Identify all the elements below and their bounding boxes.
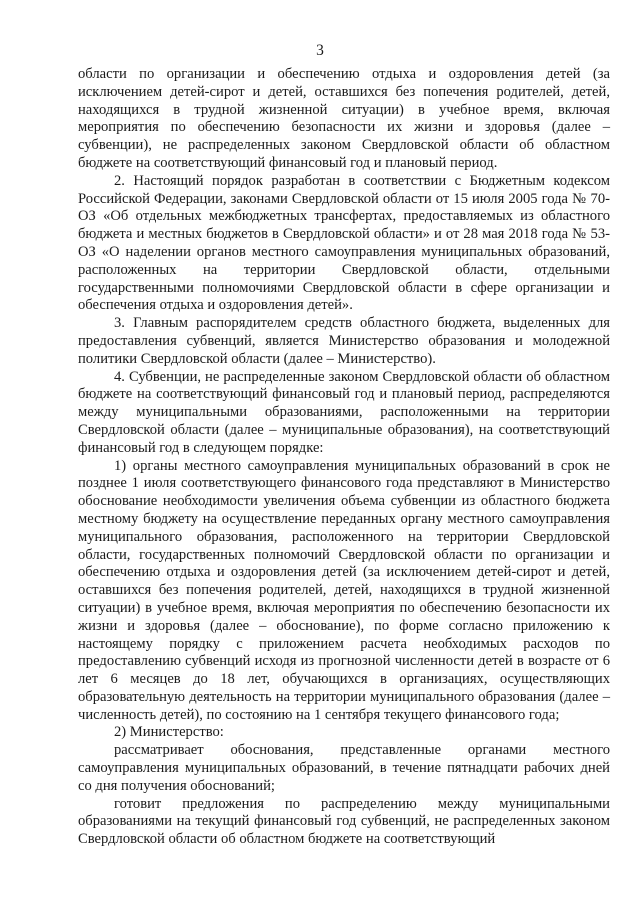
paragraph: 4. Субвенции, не распределенные законом Свердловской области об областном бюджете на соответствующий финансовый год и плановый период, распределяются между муниципальными образованиями, расположенными на территории Свердловской области (далее – муниципальные образования), на соответствующий финансовый год в следующем порядке: — [78, 368, 610, 456]
document-body — [78, 66, 610, 849]
paragraph: 2) Министерство: — [114, 724, 224, 741]
paragraph: 2. Настоящий порядок разработан в соответствии с Бюджетным кодексом Российской Федерации, законами Свердловской области от 15 июля 2005 года № 70-ОЗ «Об отдельных межбюджетных трансфертах, предоставляемых из областного бюджета и местных бюджетов в Свердловской области» и от 28 мая 2018 года № 53-ОЗ «О наделении органов местного самоуправления муниципальных образований, расположенных на территории Свердловской области, отдельными государственными полномочиями Свердловской области в сфере организации и обеспечения отдыха и оздоровления детей». — [78, 172, 610, 314]
paragraph: 1) органы местного самоуправления муниципальных образований в срок не позднее 1 июля соответствующего финансового года представляют в Министерство обоснование необходимости увеличения объема субвенции из областного бюджета местному бюджету на осуществление переданных органу местного самоуправления муниципального образования, расположенного на территории Свердловской области, государственных полномочий Свердловской области по организации и обеспечению отдыха и оздоровления детей (за исключением детей-сирот и детей, оставшихся без попечения родителей, детей, находящихся в трудной жизненной ситуации) в учебное время, включая мероприятия по обеспечению безопасности их жизни и здоровья (далее – обоснование), по форме согласно приложению к настоящему порядку с приложением расчета необходимых расходов по предоставлению субвенций исходя из прогнозной численности детей в возрасте от 6 лет 6 месяцев до 18 лет, обучающихся в организациях, осуществляющих образовательную деятельность на территории муниципального образования (далее – численность детей), по состоянию на 1 сентября текущего финансового года; — [78, 457, 610, 723]
paragraph: 3. Главным распорядителем средств областного бюджета, выделенных для предоставления субвенций, является Министерство образования и молодежной политики Свердловской области (далее – Министерство). — [78, 315, 610, 367]
paragraph: рассматривает обоснования, представленные органами местного самоуправления муниципальных образований, в течение пятнадцати рабочих дней со дня получения обоснований; — [78, 742, 610, 794]
paragraph: области по организации и обеспечению отдыха и оздоровления детей (за исключением детей-сирот и детей, оставшихся без попечения родителей, детей, находящихся в трудной жизненной ситуации) в учебное время, включая мероприятия по обеспечению безопасности их жизни и здоровья (далее – субвенции), не распределенных законом Свердловской области об областном бюджете на соответствующий финансовый год и плановый период. — [78, 66, 610, 171]
page-number: 3 — [316, 42, 324, 59]
paragraph: готовит предложения по распределению между муниципальными образованиями на текущий финансовый год субвенций, не распределенных законом Свердловской области об областном бюджете на соответствующий — [78, 795, 610, 848]
